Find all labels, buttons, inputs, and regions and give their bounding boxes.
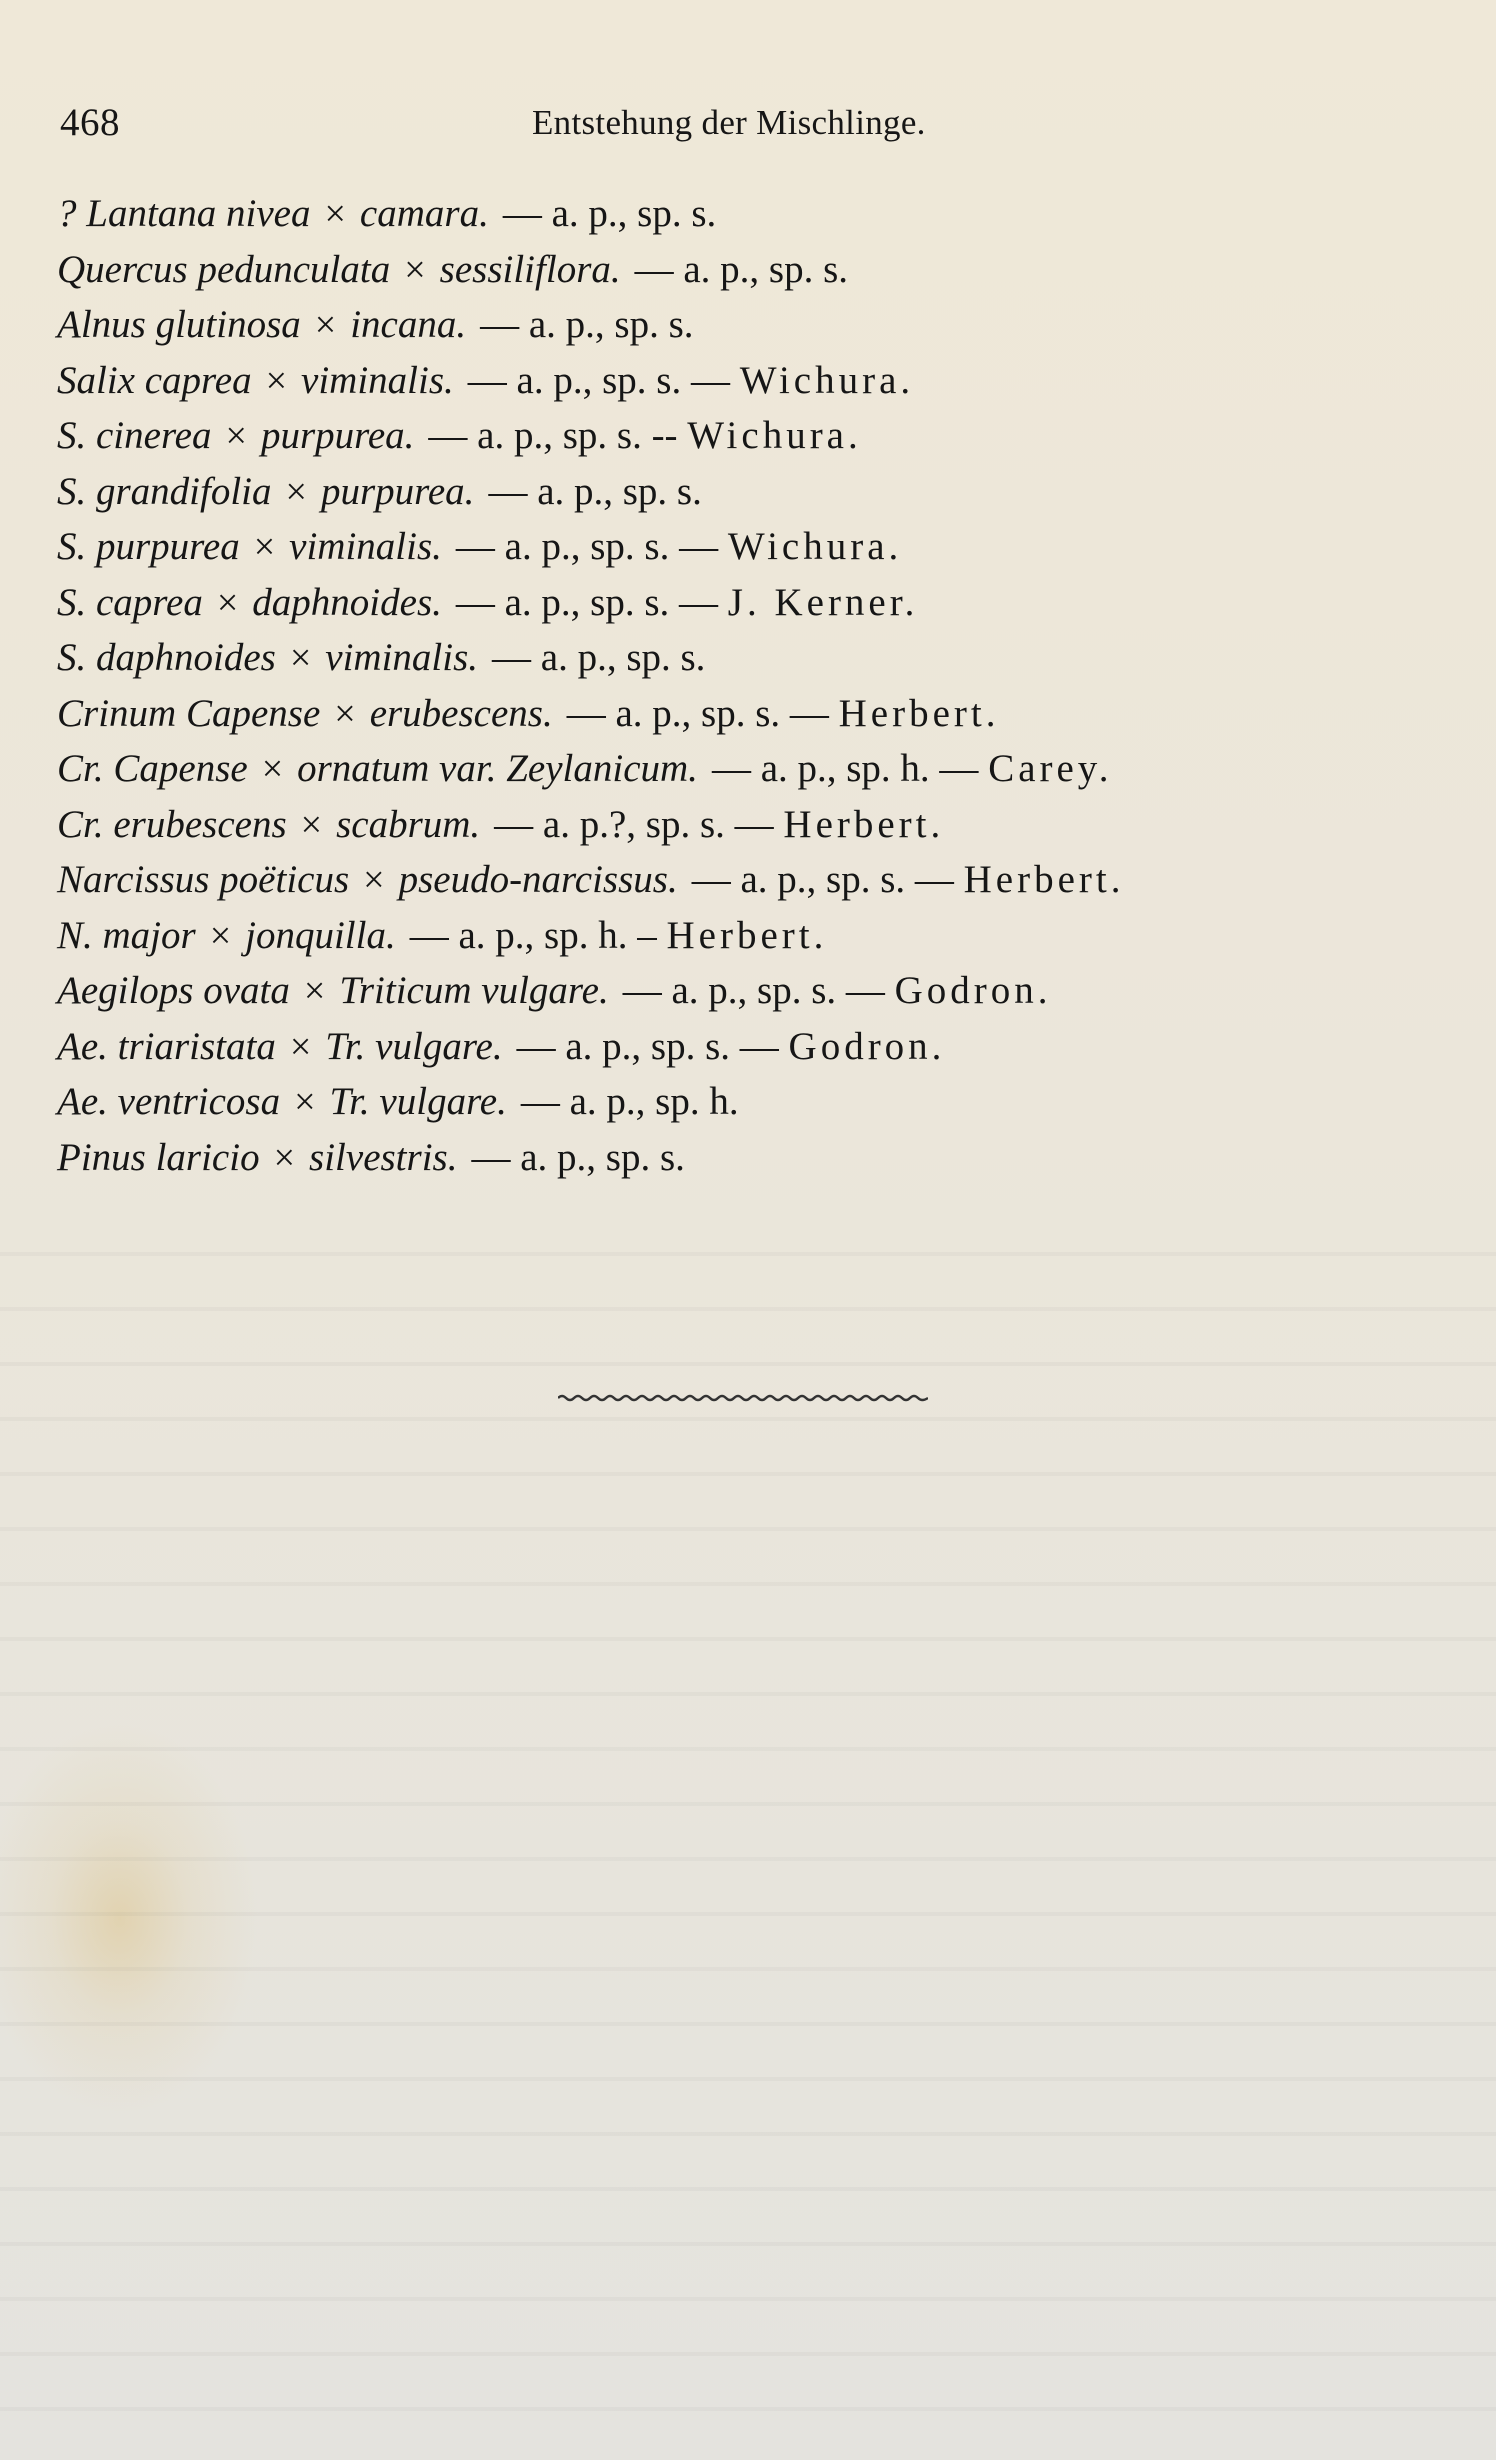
second-species: daphnoides. [252,580,442,624]
second-species: silvestris. [309,1135,458,1179]
cross-sign: × [289,637,312,679]
page-number: 468 [60,101,120,144]
cross-sign: × [303,970,326,1012]
hybrid-entry [57,741,1457,797]
fertility-note: — a. p., sp. s. -- [428,414,678,457]
parent-species: Ae. ventricosa [57,1080,281,1123]
author-name: Godron. [788,1024,946,1068]
hybrid-entry [57,353,1457,409]
second-species: Tr. vulgare. [325,1024,503,1068]
second-species: erubescens. [369,691,553,735]
fertility-note: — a. p., sp. s. — [622,969,885,1012]
second-species: purpurea. [320,469,475,513]
second-species: purpurea. [260,414,415,457]
cross-sign: × [225,415,247,457]
second-species: viminalis. [301,358,454,402]
parent-species: S. daphnoides [57,636,276,679]
parent-species: S. cinerea [57,414,212,457]
author-name: Wichura. [727,525,903,568]
author-name: J. Kerner. [727,580,919,624]
cross-sign: × [363,859,385,901]
cross-sign: × [265,359,288,402]
parent-species: Alnus glutinosa [57,303,301,346]
cross-sign: × [261,748,284,790]
author-name: Carey. [988,747,1113,790]
parent-species: Aegilops ovata [57,969,290,1012]
hybrid-entry [57,1019,1457,1075]
fertility-note: — a. p., sp. s. — [566,691,829,735]
hybrid-entry [57,908,1457,964]
cross-sign: × [314,304,337,346]
author-name: Herbert. [783,802,945,846]
author-name: Wichura. [739,358,915,402]
hybrid-entry [57,464,1457,520]
second-species: ornatum var. Zeylanicum. [297,747,698,790]
hybrid-entry [57,797,1457,853]
second-species: jonquilla. [245,913,396,957]
fertility-note: — a. p., sp. s. [492,636,706,679]
fertility-note: — a. p., sp. s. — [691,858,954,901]
hybrid-entry [57,630,1457,686]
parent-species: Salix caprea [57,358,252,402]
author-name: Godron. [894,969,1052,1012]
hybrid-entry [57,1130,1457,1186]
fertility-note: — a. p., sp. s. [502,192,717,235]
hybrid-entry [57,519,1457,575]
second-species: pseudo-narcissus. [398,858,678,901]
parent-species: Pinus laricio [57,1135,260,1179]
second-species: scabrum. [336,802,481,846]
cross-sign: × [334,692,356,735]
hybrid-entry [57,686,1457,742]
second-species: incana. [350,303,467,346]
parent-species: S. caprea [57,580,203,624]
second-species: camara. [359,192,489,235]
parent-species: Quercus pedunculata [57,247,391,291]
fertility-note: — a. p., sp. s. — [467,358,730,402]
hybrid-entry [57,963,1457,1019]
second-species: viminalis. [325,636,479,679]
author-name: Herbert. [838,691,1000,735]
hybrid-entry [57,297,1457,353]
fertility-note: — a. p., sp. h. – [409,913,657,957]
hybrid-entry [57,186,1457,242]
page-header [60,98,1400,148]
hybrid-entry [57,575,1457,631]
parent-species: Ae. triaristata [57,1024,276,1068]
second-species: viminalis. [289,525,442,568]
parent-species: ? Lantana nivea [57,192,311,235]
cross-sign: × [285,470,307,513]
second-species: Tr. vulgare. [329,1080,507,1123]
parent-species: N. major [57,913,196,957]
fertility-note: — a. p., sp. s. — [455,525,719,568]
fertility-note: — a. p., sp. h. [520,1080,739,1123]
hybrid-list [57,186,1457,1185]
parent-species: S. grandifolia [57,469,272,513]
cross-sign: × [294,1081,316,1123]
hybrid-entry [57,1074,1457,1130]
fertility-note: — a. p., sp. s. [634,247,849,291]
parent-species: S. purpurea [57,525,240,568]
cross-sign: × [324,193,346,235]
parent-species: Cr. Capense [57,747,248,790]
author-name: Herbert. [666,913,828,957]
fertility-note: — a. p., sp. s. [480,303,694,346]
parent-species: Cr. erubescens [57,802,287,846]
cross-sign: × [289,1025,312,1068]
fertility-note: — a. p., sp. s. [471,1135,685,1179]
author-name: Herbert. [963,858,1125,901]
wavy-divider [558,1388,928,1408]
parent-species: Narcissus poëticus [57,858,350,901]
fertility-note: — a. p., sp. s. — [455,580,719,624]
author-name: Wichura. [687,414,862,457]
second-species: Triticum vulgare. [339,969,609,1012]
cross-sign: × [404,248,426,291]
fertility-note: — a. p., sp. s. — [516,1024,779,1068]
cross-sign: × [209,914,232,957]
fertility-note: — a. p., sp. s. [488,469,702,513]
cross-sign: × [300,803,323,846]
cross-sign: × [216,581,239,624]
fertility-note: — a. p., sp. h. — [711,747,979,790]
cross-sign: × [253,526,276,568]
hybrid-entry [57,852,1457,908]
running-head: Entstehung der Mischlinge. [532,103,926,142]
hybrid-entry [57,408,1457,464]
hybrid-entry [57,242,1457,298]
cross-sign: × [273,1136,296,1179]
fertility-note: — a. p.?, sp. s. — [494,802,774,846]
parent-species: Crinum Capense [57,691,321,735]
second-species: sessiliflora. [439,247,621,291]
